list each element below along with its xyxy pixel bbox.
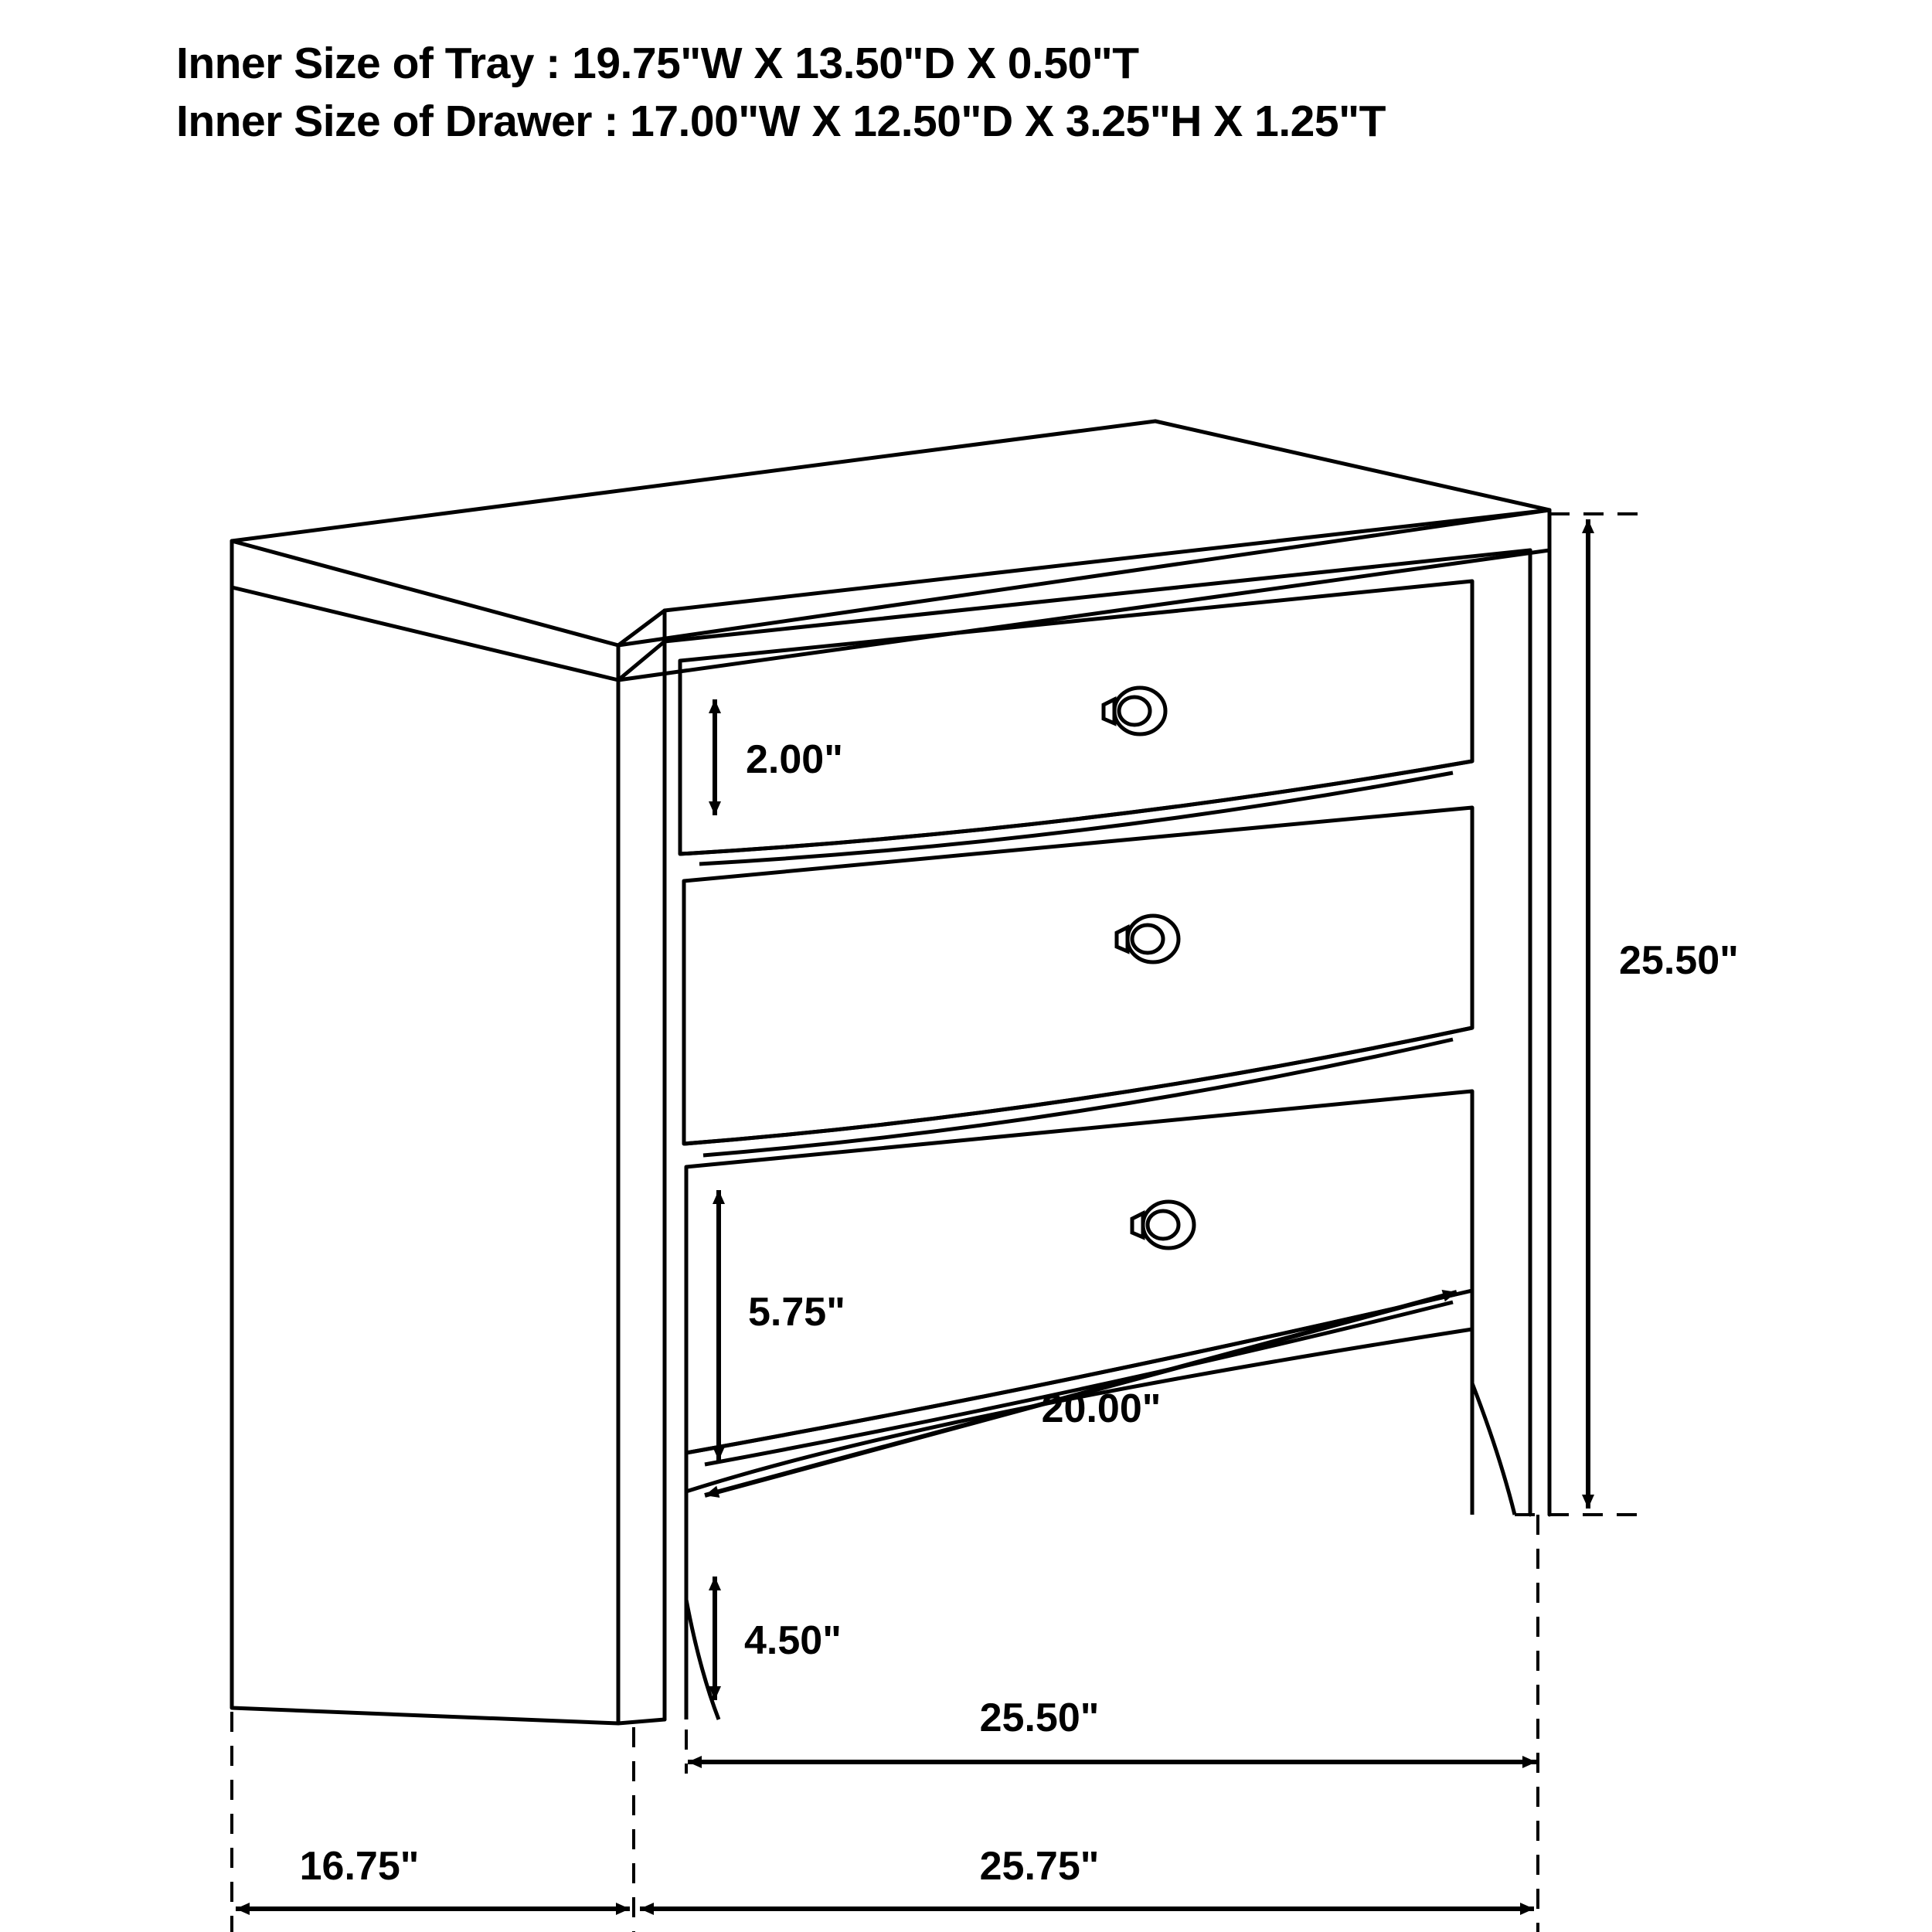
dim-top-drawer-height [715, 699, 843, 815]
spec-line-tray: Inner Size of Tray : 19.75"W X 13.50"D X 0.50"T [176, 39, 1139, 88]
spec-line-drawer: Inner Size of Drawer : 17.00"W X 12.50"D X 3.25"H X 1.25"T [176, 97, 1386, 147]
dim-label-overall-width: 25.75" [979, 1844, 1100, 1889]
dim-label-drawer-width: 20.00" [1041, 1386, 1162, 1431]
dim-leg-height [715, 1577, 842, 1700]
dim-bottom-drawer-height [719, 1190, 845, 1461]
dim-overall-height [1588, 519, 1739, 1509]
dim-front-width [686, 1662, 1536, 1774]
drawer-knob-bottom [1132, 1202, 1194, 1248]
drawer-knob-middle [1117, 916, 1179, 962]
dim-depth [236, 1844, 630, 1909]
dim-overall-width [640, 1844, 1534, 1909]
drawer-top [680, 581, 1472, 864]
extension-lines [232, 514, 1638, 1932]
drawer-knob-top [1104, 688, 1165, 734]
dim-label-depth: 16.75" [299, 1844, 420, 1889]
cabinet-body [232, 421, 1549, 1723]
dim-label-bottom-drawer-height: 5.75" [748, 1290, 845, 1335]
dim-label-leg-height: 4.50" [744, 1618, 842, 1663]
dim-label-overall-height: 25.50" [1619, 938, 1739, 983]
dim-label-top-drawer-height: 2.00" [746, 737, 843, 782]
dim-label-front-width: 25.50" [979, 1696, 1100, 1740]
